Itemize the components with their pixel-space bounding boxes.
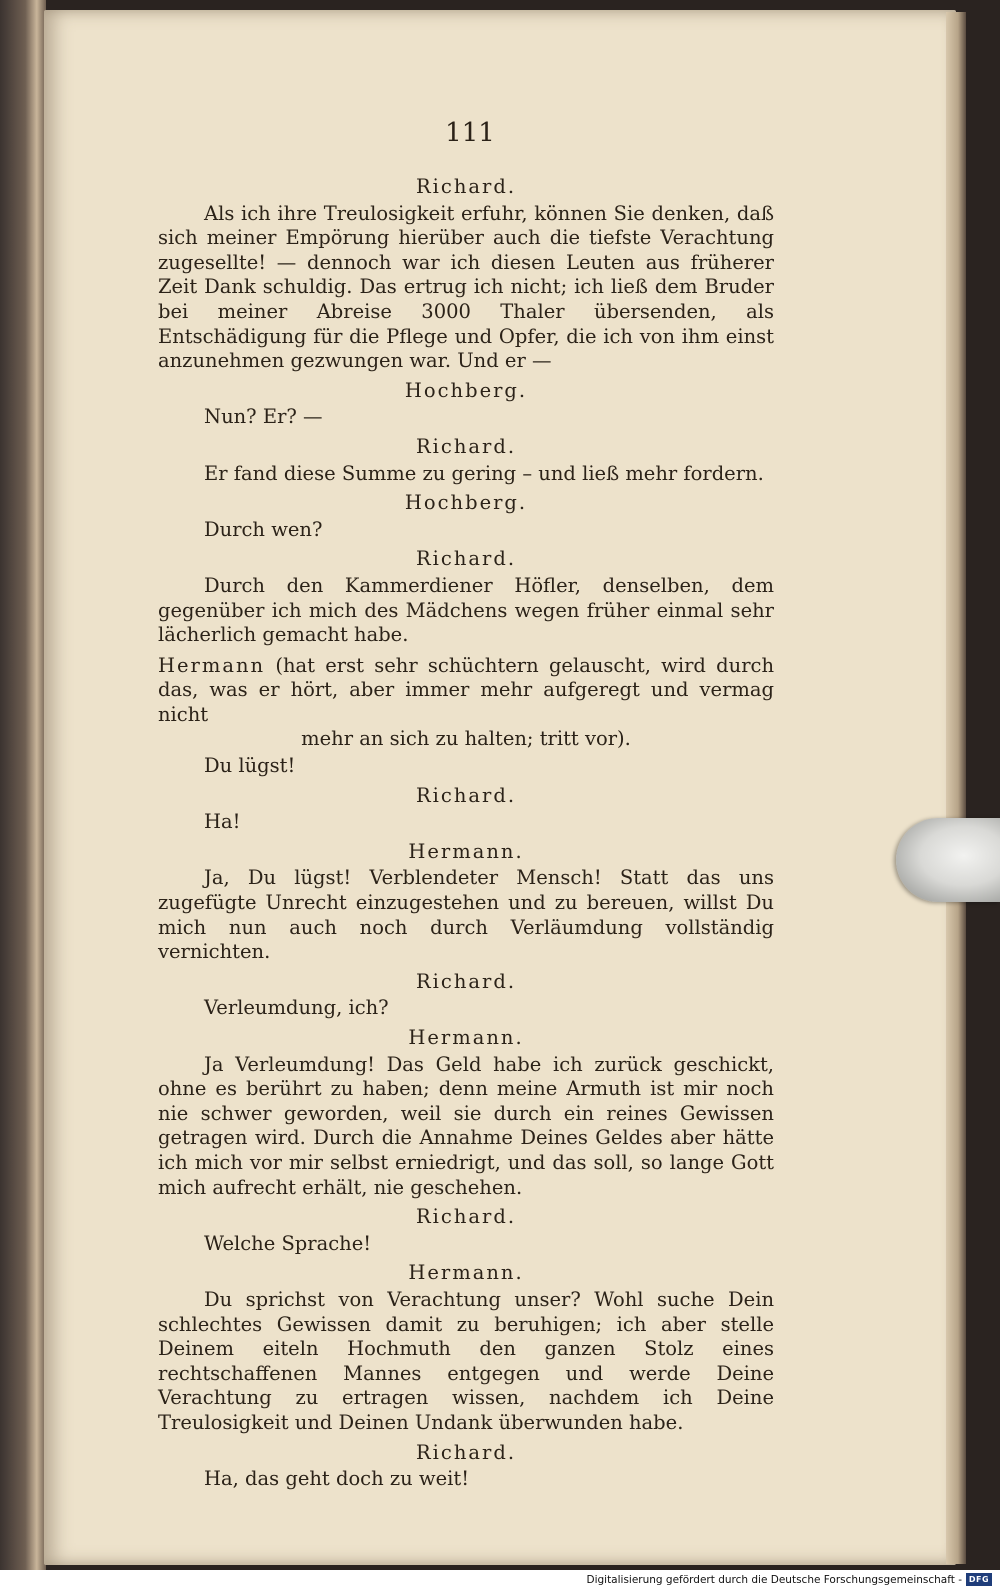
speaker-name: Richard. xyxy=(415,434,517,458)
page-right-edge xyxy=(946,12,966,1564)
speaker-name: Hermann. xyxy=(408,1261,524,1285)
speech-text: Verleumdung, ich? xyxy=(204,996,389,1020)
speech-text: Ja, Du lügst! Verblendeter Mensch! Statt das uns zugefügte Unrecht einzugestehen und zu bereuen, willst Du mich nun auch noch durch Verläumdung vollständig vernichten. xyxy=(158,866,774,964)
speech-text: Du lügst! xyxy=(204,754,296,778)
speaker-name: Richard. xyxy=(415,783,517,807)
speech-text: Ha! xyxy=(204,810,241,834)
speaker-name: Hermann xyxy=(158,653,266,677)
speaker-name: Richard. xyxy=(415,1440,517,1464)
left-page-edge xyxy=(0,0,46,1570)
speaker-name: Richard. xyxy=(415,175,517,198)
page-number: 111 xyxy=(445,118,495,148)
speech-text: Du sprichst von Verachtung unser? Wohl suche Dein schlechtes Gewissen damit zu beruhigen; ich aber stelle Deinem eiteln Hochmuth den ganzen Stolz eines rechtschaffenen Mannes entgegen und werde Deine Verachtung zu ertragen wissen, nachdem ich Deine Treulosigkeit und Deinen Undank überwunden habe. xyxy=(158,1287,774,1434)
speech-text: Als ich ihre Treulosigkeit erfuhr, können Sie denken, daß sich meiner Empörung hierüber auch die tiefste Verachtung zugesellte! — dennoch war ich diesen Leuten aus früherer Zeit Dank schuldig. Das ertrug ich nicht; ich ließ dem Bruder bei meiner Abreise 3000 Thaler übersenden, als Entschädigung für die Pflege und Opfer, die ich von ihm einst anzunehmen gezwungen war. Und er — xyxy=(158,201,774,373)
stage-direction xyxy=(158,654,774,752)
speaker-name: Hermann. xyxy=(408,839,524,863)
speech-text: Ja Verleumdung! Das Geld habe ich zurück geschickt, ohne es berührt zu haben; denn meine Armuth ist mir noch nie schwer geworden, weil sie durch ein reines Gewissen getragen wird. Durch die Annahme Deines Geldes aber hätte ich mich vor mir selbst erniedrigt, und das soll, so lange Gott mich aufrecht erhält, nie geschehen. xyxy=(158,1052,774,1199)
speaker-name: Richard. xyxy=(415,969,517,993)
speaker-name: Richard. xyxy=(415,547,517,571)
speaker-name: Richard. xyxy=(415,1205,517,1229)
speech-text: Ha, das geht doch zu weit! xyxy=(204,1467,470,1491)
page-text xyxy=(158,170,774,1492)
speaker-name: Hochberg. xyxy=(404,491,528,515)
speaker-name: Hermann. xyxy=(408,1026,524,1049)
speech-text: Durch den Kammerdiener Höfler, denselben, dem gegenüber ich mich des Mädchens wegen früher einmal sehr lächerlich gemacht habe. xyxy=(158,573,774,647)
scanner-thumb xyxy=(896,818,1000,902)
speech-text: Nun? Er? — xyxy=(204,405,323,429)
stage-direction-text: (hat erst sehr schüchtern gelauscht, wird durch das, was er hört, aber immer mehr aufgeregt und vermag nicht xyxy=(158,653,774,726)
speech-text: Welche Sprache! xyxy=(204,1231,372,1255)
digitization-credit: Digitalisierung gefördert durch die Deutsche Forschungsgemeinschaft - xyxy=(586,1574,962,1586)
speaker-name: Hochberg. xyxy=(404,378,528,402)
speech-text: Er fand diese Summe zu gering – und ließ mehr fordern. xyxy=(204,461,764,485)
stage-direction-tail: mehr an sich zu halten; tritt vor). xyxy=(301,727,631,751)
dfg-logo: DFG xyxy=(966,1573,992,1586)
speech-text: Durch wen? xyxy=(204,517,323,541)
